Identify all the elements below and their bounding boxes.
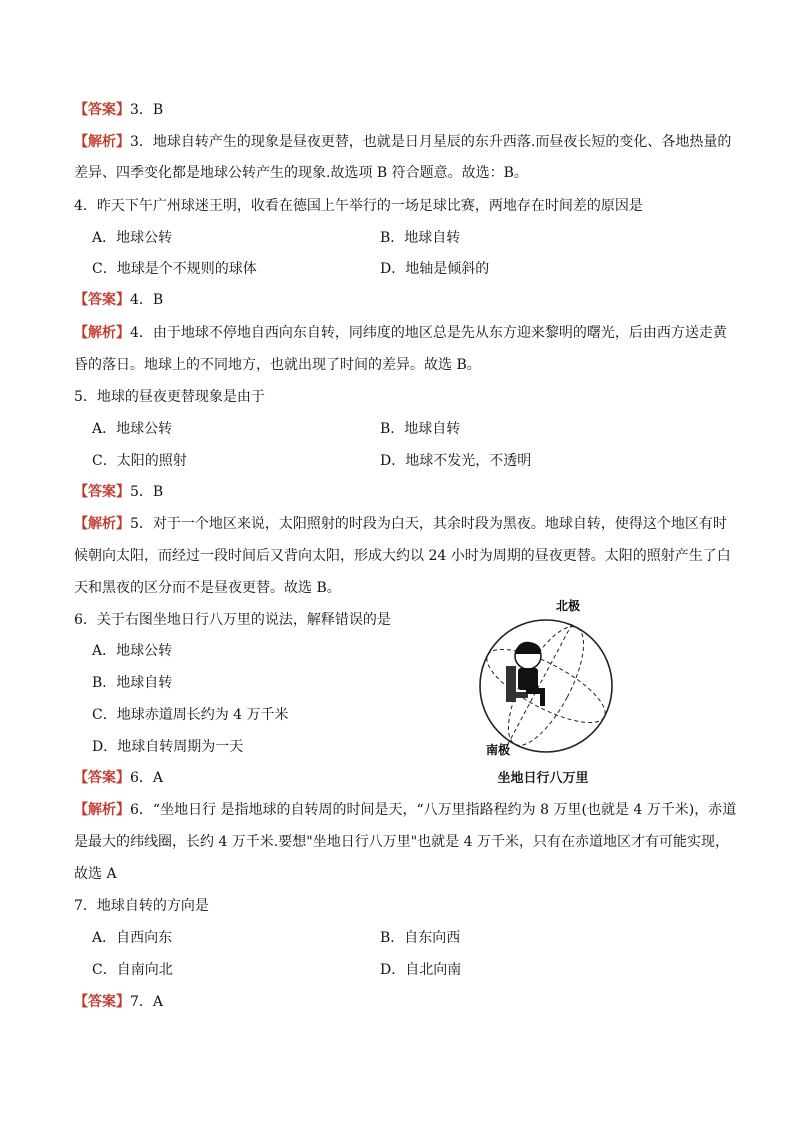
q5-analysis-line-2: 候朝向太阳，而经过一段时间后又背向太阳，形成大约以 24 小时为周期的昼夜更替。太阳的照射产生了白 [74,548,731,564]
q3-analysis-line-1: 【解析】3．地球自转产生的现象是昼夜更替，也就是日月星辰的东升西落.而昼夜长短的变化、各地热量的 [74,134,732,150]
q4-option-c: C．地球是个不规则的球体 [92,261,257,277]
q7-option-c: C．自南向北 [92,962,173,978]
q3-answer: 【答案】3．B [74,102,164,118]
q4-option-a: A．地球公转 [92,230,173,246]
q6-option-c: C．地球赤道周长约为 4 万千米 [92,707,289,723]
q5-option-a: A．地球公转 [92,421,173,437]
q6-analysis-line-3: 故选 A [74,866,117,882]
south-pole-label: 南极 [486,743,511,757]
earth-globe-illustration [468,594,618,769]
q7-stem: 7．地球自转的方向是 [74,898,209,914]
q5-option-b: B．地球自转 [380,421,461,437]
q7-option-b: B．自东向西 [380,930,461,946]
q5-option-d: D．地球不发光，不透明 [380,453,532,469]
q6-answer: 【答案】6．A [74,770,164,786]
q3-analysis-line-2: 差异、四季变化都是地球公转产生的现象.故选项 B 符合题意。故选：B。 [74,165,528,181]
q5-stem: 5．地球的昼夜更替现象是由于 [74,389,265,405]
q5-answer: 【答案】5．B [74,484,164,500]
figure-caption: 坐地日行八万里 [497,771,589,786]
q6-option-a: A．地球公转 [92,643,173,659]
q5-option-c: C．太阳的照射 [92,453,187,469]
q4-analysis-line-2: 昏的落日。地球上的不同地方，也就出现了时间的差异。故选 B。 [74,357,481,373]
q6-analysis-line-1: 【解析】6．“坐地日行 是指地球的自转周的时间是天，“八万里指路程约为 8 万里(也就是 4 万千米)，赤道 [74,802,737,818]
north-pole-label: 北极 [556,599,581,613]
q7-option-a: A．自西向东 [92,930,173,946]
q5-analysis-line-3: 天和黑夜的区分而不是昼夜更替。故选 B。 [74,580,341,596]
q7-answer: 【答案】7．A [74,994,164,1010]
q4-option-b: B．地球自转 [380,230,461,246]
q6-analysis-line-2: 是最大的纬线圈，长约 4 万千米.要想"坐地日行八万里"也就是 4 万千米，只有在赤道地区才有可能实现， [74,834,729,850]
q6-option-d: D．地球自转周期为一天 [92,739,244,755]
q6-option-b: B．地球自转 [92,675,173,691]
q4-analysis-line-1: 【解析】4．由于地球不停地自西向东自转，同纬度的地区总是先从东方迎来黎明的曙光，后由西方送走黄 [74,325,727,341]
q4-answer: 【答案】4．B [74,292,164,308]
q7-option-d: D．自北向南 [380,962,462,978]
earth-rotation-figure [468,594,618,784]
q6-stem: 6．关于右图坐地日行八万里的说法，解释错误的是 [74,612,391,628]
q4-stem: 4．昨天下午广州球迷王明，收看在德国上午举行的一场足球比赛，两地存在时间差的原因是 [74,198,643,214]
q5-analysis-line-1: 【解析】5．对于一个地区来说，太阳照射的时段为白天，其余时段为黑夜。地球自转，使得这个地区有时 [74,516,727,532]
q4-option-d: D．地轴是倾斜的 [380,261,490,277]
